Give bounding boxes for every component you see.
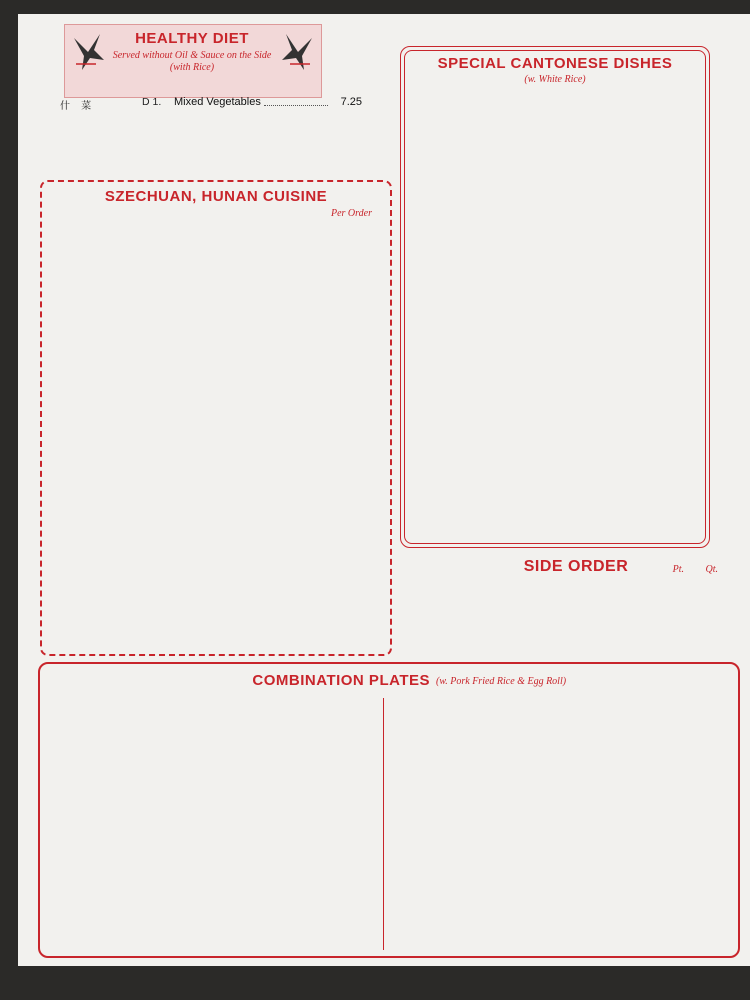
healthy-item [22, 96, 368, 110]
healthy-diet-list [22, 96, 368, 176]
menu-page [18, 14, 750, 966]
item-name: Mixed Vegetables [174, 96, 261, 108]
szechuan-section [40, 180, 392, 656]
per-order-label: Per Order [330, 208, 372, 219]
healthy-diet-subtitle-rice: (with Rice) [169, 62, 215, 73]
item-price: 7.25 [340, 96, 362, 108]
item-code: D 1. [142, 96, 162, 108]
side-order-title: SIDE ORDER [523, 558, 629, 575]
side-order-section [400, 558, 730, 646]
dot-leader [264, 105, 328, 106]
healthy-diet-title: HEALTHY DIET [135, 30, 249, 47]
cantonese-section [400, 46, 710, 548]
combination-left-list [40, 696, 380, 956]
combination-right-list [390, 696, 736, 956]
side-order-list [400, 580, 730, 644]
cantonese-list [401, 89, 711, 545]
combination-subtitle: (w. Pork Fried Rice & Egg Roll) [436, 676, 567, 687]
combination-divider [383, 698, 384, 950]
healthy-diet-subtitle: Served without Oil & Sauce on the Side [112, 50, 272, 61]
cantonese-subtitle: (w. White Rice) [524, 74, 586, 85]
cantonese-title: SPECIAL CANTONESE DISHES [437, 55, 673, 72]
qt-header: Qt. [705, 564, 718, 575]
chinese-name: 什 菜 [60, 101, 96, 112]
szechuan-title: SZECHUAN, HUNAN CUISINE [104, 188, 328, 205]
szechuan-list [42, 220, 390, 650]
healthy-diet-section [22, 24, 368, 172]
combination-title: COMBINATION PLATES [252, 672, 430, 689]
pt-header: Pt. [672, 564, 684, 575]
combination-section [38, 662, 740, 958]
